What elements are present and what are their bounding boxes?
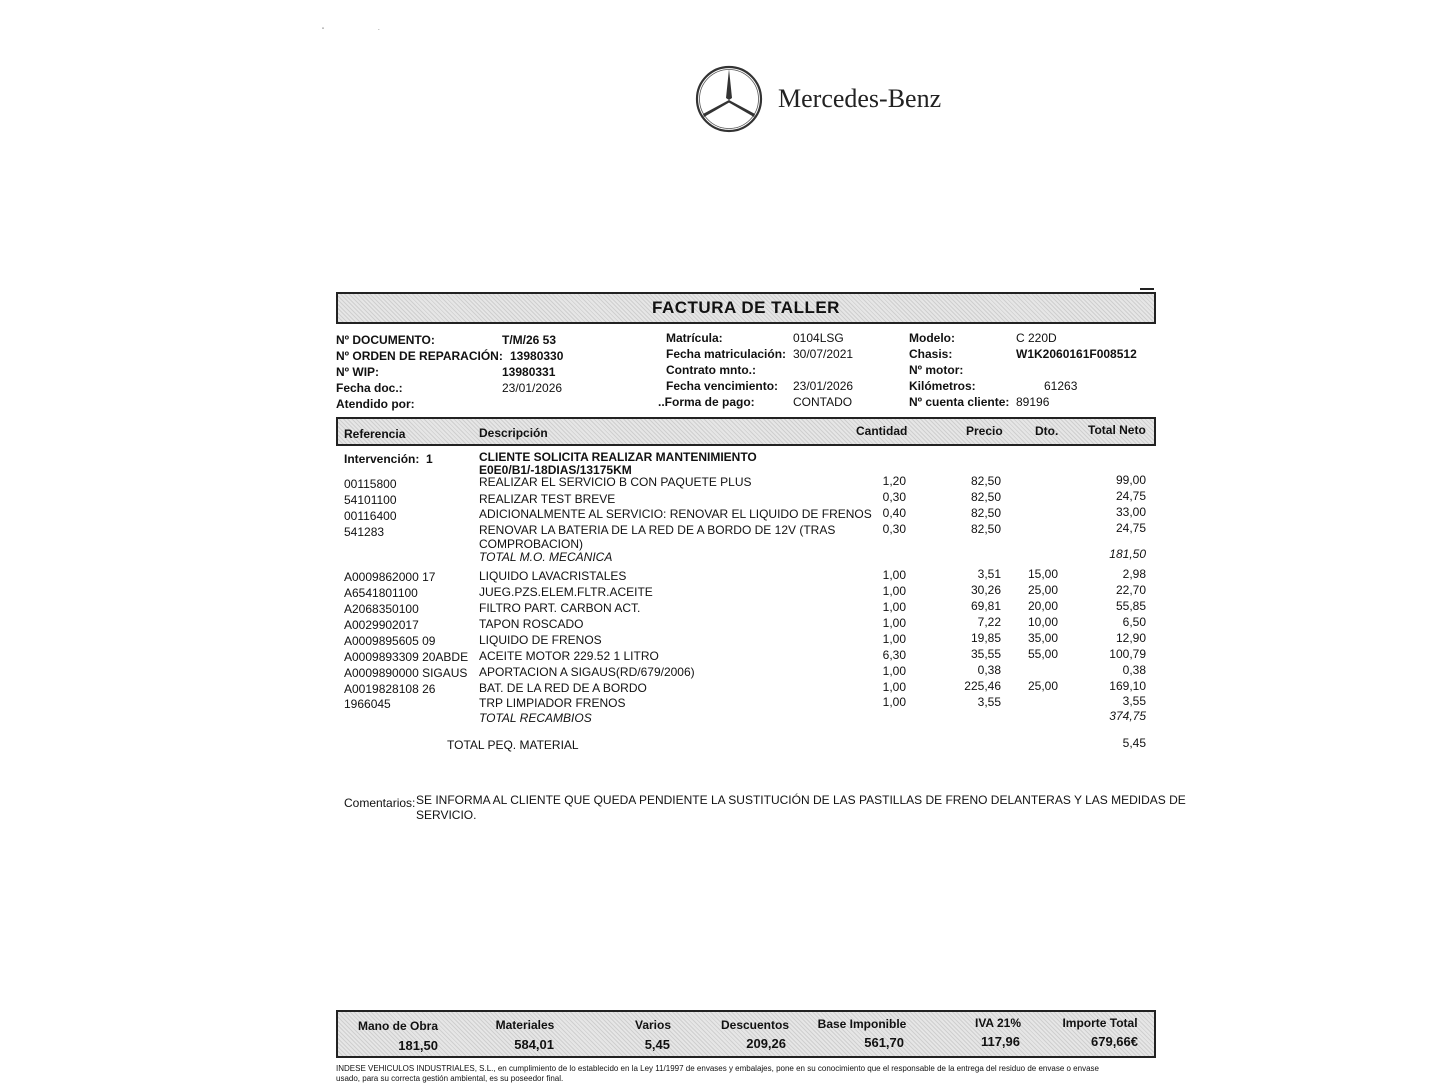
parts-total-value: 374,75	[1109, 709, 1146, 723]
row-price: 82,50	[970, 474, 1001, 488]
payment-method-label: ..Forma de pago:	[658, 395, 755, 409]
corner-mark	[1140, 288, 1154, 290]
row-price: 7,22	[977, 615, 1001, 629]
row-description: TRP LIMPIADOR FRENOS	[479, 696, 626, 710]
scan-mark: ´	[378, 30, 380, 36]
row-price: 82,50	[970, 506, 1001, 520]
totals-label-taxable-base: Base Imponible	[817, 1017, 907, 1031]
row-quantity: 0,30	[882, 522, 906, 536]
row-description-continued: COMPROBACION)	[479, 537, 584, 551]
row-quantity: 1,00	[882, 695, 906, 709]
row-reference: A2068350100	[344, 602, 419, 616]
model-value: C 220D	[1016, 331, 1057, 345]
row-price: 82,50	[970, 490, 1001, 504]
legal-footer-text-continued: usado, para su correcta gestión ambiental, es su poseedor final.	[336, 1074, 564, 1083]
row-description: APORTACION A SIGAUS(RD/679/2006)	[479, 665, 695, 679]
parts-total-label: TOTAL RECAMBIOS	[479, 711, 592, 725]
column-header-reference: Referencia	[344, 427, 406, 441]
comments-label: Comentarios:	[344, 796, 416, 810]
column-header-discount: Dto.	[1035, 424, 1059, 438]
intervention-title: CLIENTE SOLICITA REALIZAR MANTENIMIENTO	[479, 450, 757, 464]
totals-value-labour: 181,50	[398, 1038, 438, 1053]
row-quantity: 6,30	[882, 648, 906, 662]
row-quantity: 1,00	[882, 616, 906, 630]
row-quantity: 1,00	[882, 600, 906, 614]
row-description: REALIZAR EL SERVICIO B CON PAQUETE PLUS	[479, 475, 752, 489]
row-net-total: 6,50	[1122, 615, 1146, 629]
row-discount: 35,00	[1027, 631, 1058, 645]
row-quantity: 1,00	[882, 664, 906, 678]
row-net-total: 22,70	[1115, 583, 1146, 597]
repair-order-label: Nº ORDEN DE REPARACIÓN:	[336, 349, 503, 363]
row-price: 225,46	[964, 679, 1001, 693]
row-price: 3,55	[977, 695, 1001, 709]
totals-label-grand-total: Importe Total	[1062, 1016, 1138, 1030]
column-header-description: Descripción	[479, 426, 548, 440]
row-quantity: 1,00	[882, 584, 906, 598]
row-quantity: 0,30	[882, 490, 906, 504]
labour-total-value: 181,50	[1109, 547, 1146, 561]
attended-by-label: Atendido por:	[336, 397, 415, 411]
row-description: REALIZAR TEST BREVE	[479, 492, 616, 506]
wip-label: Nº WIP:	[336, 365, 380, 379]
row-description: JUEG.PZS.ELEM.FLTR.ACEITE	[479, 585, 653, 599]
row-description: FILTRO PART. CARBON ACT.	[479, 601, 641, 615]
model-label: Modelo:	[909, 331, 955, 345]
totals-value-materials: 584,01	[514, 1037, 554, 1052]
row-price: 69,81	[970, 599, 1001, 613]
wip-value: 13980331	[502, 365, 556, 379]
legal-footer-text: INDESE VEHICULOS INDUSTRIALES, S.L., en cumplimiento de lo establecido en la Ley 11/1997 de envases y embalajes, pone en su conocimiento que el responsable de la entrega del residuo de envase o envase	[336, 1064, 1099, 1073]
row-price: 82,50	[970, 522, 1001, 536]
row-reference: A0019828108 26	[344, 682, 436, 696]
document-number-value: T/M/26 53	[502, 333, 557, 347]
customer-account-label: Nº cuenta cliente:	[909, 395, 1010, 409]
row-reference: 541283	[344, 525, 385, 539]
plate-label: Matrícula:	[666, 331, 723, 345]
registration-date-value: 30/07/2021	[793, 347, 854, 361]
maintenance-contract-label: Contrato mnto.:	[666, 363, 756, 377]
row-net-total: 169,10	[1109, 679, 1146, 693]
chassis-label: Chasis:	[909, 347, 953, 361]
row-reference: 00116400	[344, 509, 397, 523]
row-reference: A0009862000 17	[344, 570, 436, 584]
document-date-value: 23/01/2026	[502, 381, 563, 395]
row-net-total: 33,00	[1115, 505, 1146, 519]
row-net-total: 0,38	[1122, 663, 1146, 677]
totals-label-labour: Mano de Obra	[357, 1019, 438, 1033]
row-reference: A6541801100	[344, 586, 418, 600]
row-quantity: 1,00	[882, 680, 906, 694]
row-description: BAT. DE LA RED DE A BORDO	[479, 681, 647, 695]
row-description: LIQUIDO DE FRENOS	[479, 633, 602, 647]
document-number-label: Nº DOCUMENTO:	[336, 333, 435, 347]
customer-account-value: 89196	[1016, 395, 1050, 409]
totals-label-materials: Materiales	[495, 1018, 555, 1032]
kilometers-label: Kilómetros:	[909, 379, 976, 393]
row-quantity: 1,00	[882, 632, 906, 646]
totals-value-misc: 5,45	[644, 1037, 670, 1052]
row-price: 19,85	[970, 631, 1001, 645]
row-description: TAPON ROSCADO	[479, 617, 584, 631]
brand-name: Mercedes-Benz	[778, 84, 942, 113]
engine-number-label: Nº motor:	[909, 363, 964, 377]
row-net-total: 24,75	[1115, 521, 1146, 535]
row-discount: 10,00	[1027, 615, 1058, 629]
row-price: 3,51	[977, 567, 1001, 581]
labour-total-label: TOTAL M.O. MECANICA	[479, 550, 613, 564]
small-material-label: TOTAL PEQ. MATERIAL	[447, 738, 579, 752]
intervention-subtitle: E0E0/B1/-18DIAS/13175KM	[479, 463, 632, 477]
row-discount: 55,00	[1027, 647, 1058, 661]
totals-value-grand-total: 679,66€	[1091, 1034, 1138, 1049]
row-price: 30,26	[970, 583, 1001, 597]
kilometers-value: 61263	[1044, 379, 1078, 393]
totals-value-vat: 117,96	[980, 1034, 1020, 1049]
row-discount: 20,00	[1027, 599, 1058, 613]
row-net-total: 100,79	[1109, 647, 1146, 661]
payment-method-value: CONTADO	[793, 395, 853, 409]
scan-mark: "	[322, 28, 325, 34]
due-date-label: Fecha vencimiento:	[666, 379, 779, 393]
row-reference: 1966045	[344, 697, 391, 711]
intervention-number: 1	[426, 452, 433, 466]
row-quantity: 0,40	[882, 506, 906, 520]
row-reference: A0009890000 SIGAUS	[344, 666, 468, 680]
row-reference: 00115800	[344, 477, 397, 491]
due-date-value: 23/01/2026	[793, 379, 854, 393]
comments-text: SE INFORMA AL CLIENTE QUE QUEDA PENDIENTE LA SUSTITUCIÓN DE LAS PASTILLAS DE FRENO DELANTERAS Y LAS MEDIDAS DE	[416, 793, 1186, 807]
row-reference: A0029902017	[344, 618, 419, 632]
plate-value: 0104LSG	[793, 331, 844, 345]
totals-label-misc: Varios	[634, 1018, 672, 1032]
row-net-total: 24,75	[1115, 489, 1146, 503]
row-net-total: 55,85	[1115, 599, 1146, 613]
mercedes-star-logo-icon	[694, 64, 764, 134]
row-reference: 54101100	[344, 493, 397, 507]
row-reference: A0009895605 09	[344, 634, 436, 648]
row-description: RENOVAR LA BATERIA DE LA RED DE A BORDO DE 12V (TRAS	[479, 523, 836, 537]
comments-text-continued: SERVICIO.	[416, 808, 477, 822]
column-header-net-total: Total Neto	[1088, 423, 1146, 437]
row-description: ADICIONALMENTE AL SERVICIO: RENOVAR EL LIQUIDO DE FRENOS	[479, 507, 872, 521]
row-quantity: 1,20	[882, 474, 906, 488]
row-net-total: 2,98	[1122, 567, 1146, 581]
table-header-bar	[336, 417, 1156, 446]
totals-value-discounts: 209,26	[746, 1036, 786, 1051]
row-reference: A0009893309 20ABDE	[344, 650, 469, 664]
repair-order-value: 13980330	[510, 349, 564, 363]
small-material-value: 5,45	[1122, 736, 1146, 750]
row-discount: 25,00	[1027, 679, 1058, 693]
row-net-total: 12,90	[1115, 631, 1146, 645]
column-header-quantity: Cantidad	[856, 424, 908, 438]
row-quantity: 1,00	[882, 568, 906, 582]
column-header-price: Precio	[966, 424, 1003, 438]
row-description: LIQUIDO LAVACRISTALES	[479, 569, 627, 583]
row-discount: 15,00	[1027, 567, 1058, 581]
row-discount: 25,00	[1027, 583, 1058, 597]
totals-label-vat: IVA 21%	[974, 1016, 1022, 1030]
row-description: ACEITE MOTOR 229.52 1 LITRO	[479, 649, 659, 663]
totals-label-discounts: Descuentos	[720, 1018, 790, 1032]
row-net-total: 99,00	[1115, 473, 1146, 487]
document-date-label: Fecha doc.:	[336, 381, 403, 395]
totals-value-taxable-base: 561,70	[864, 1035, 904, 1050]
chassis-value: W1K2060161F008512	[1016, 347, 1137, 361]
intervention-label: Intervención:	[344, 452, 420, 466]
registration-date-label: Fecha matriculación:	[666, 347, 787, 361]
row-net-total: 3,55	[1122, 694, 1146, 708]
row-price: 0,38	[977, 663, 1001, 677]
invoice-title: FACTURA DE TALLER	[652, 298, 840, 317]
row-price: 35,55	[970, 647, 1001, 661]
